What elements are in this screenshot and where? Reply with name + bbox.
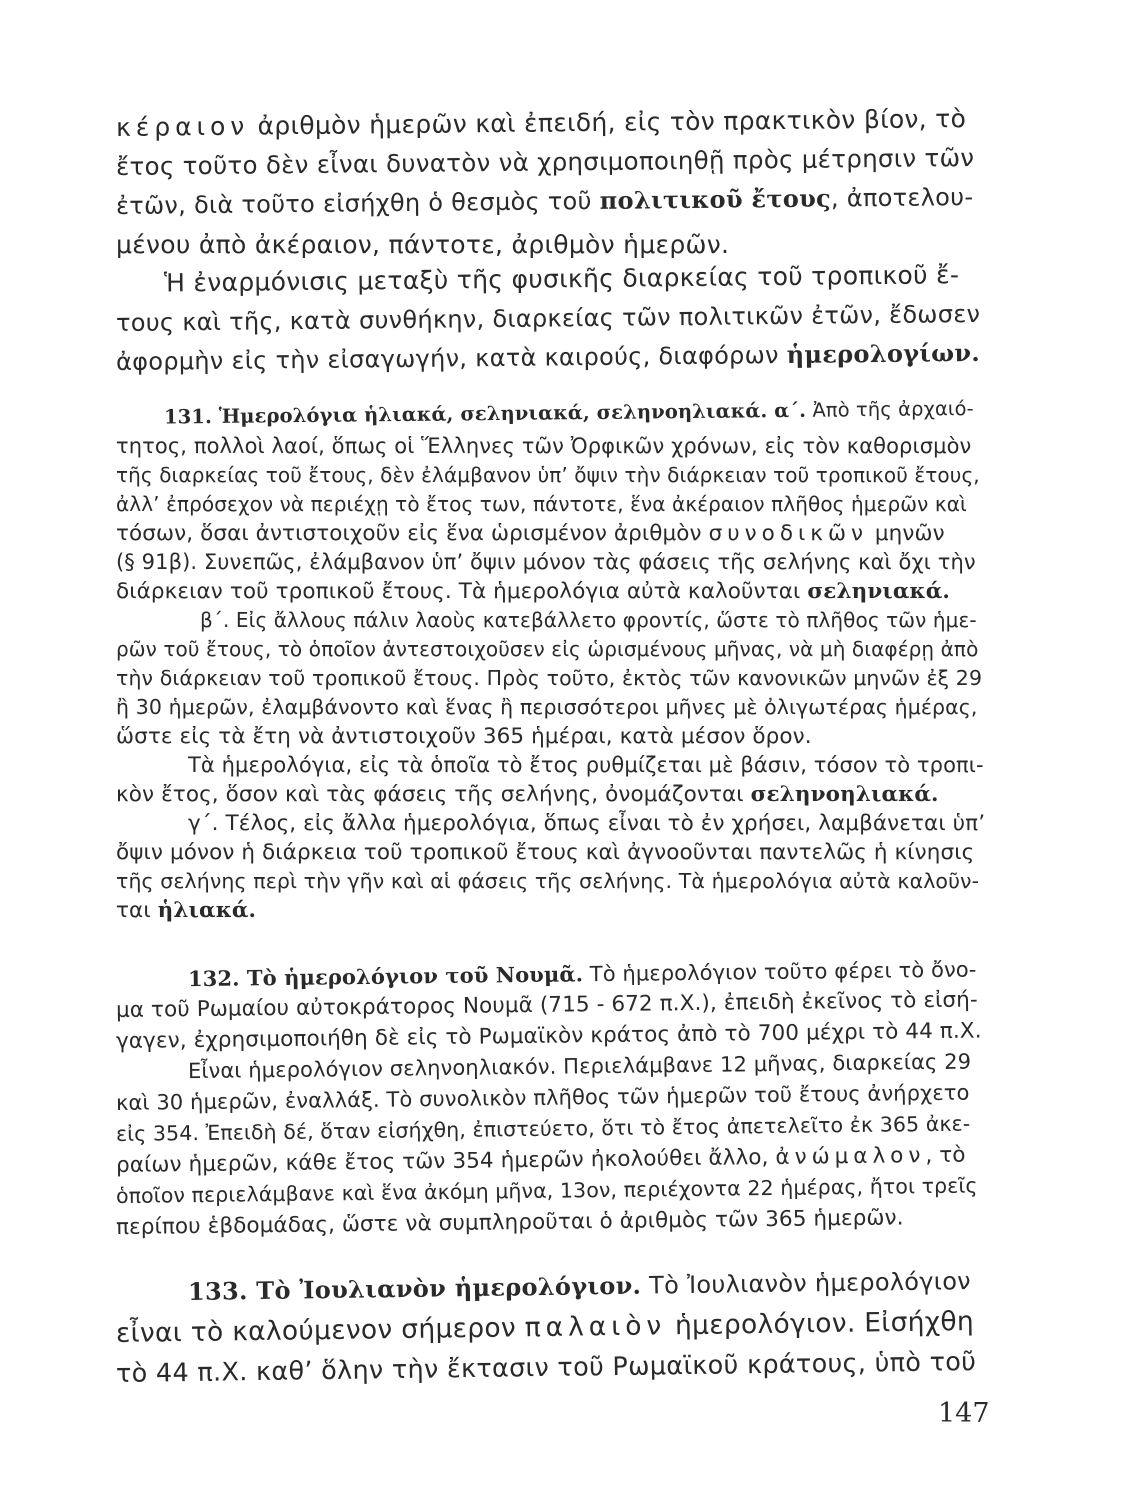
text-line: μα τοῦ Ρωμαίου αὐτοκράτορος Νουμᾶ (715 - 672 π.Χ.), ἐπειδὴ ἐκεῖνος τὸ εἰσή- <box>115 987 978 1023</box>
section-131 <box>116 397 986 924</box>
text-line: γαγεν, ἐχρησιμοποιήθη δὲ εἰς τὸ Ρωμαϊκὸν κράτος ἀπὸ τὸ 700 μέχρι τὸ 44 π.Χ. <box>115 1018 982 1054</box>
text-run: ται <box>116 898 158 923</box>
bold-term: ἡλιακά. <box>157 898 257 923</box>
text-line <box>116 520 986 547</box>
text-run: ἀριθμὸν ἡμερῶν καὶ ἐπειδή, εἰς τὸν πρακτικὸν βίον, τὸ <box>249 104 967 141</box>
text-line: τῆς σελήνης περὶ τὴν γῆν καὶ αἱ φάσεις τῆς σελήνης. Τὰ ἡμερολόγια αὐτὰ καλοῦν- <box>116 869 980 893</box>
text-line: περίπου ἑβδομάδας, ὥστε νὰ συμπληροῦται ὁ ἀριθμὸς τῶν 365 ἡμερῶν. <box>115 1205 904 1240</box>
spaced-word: ἀνώμαλον <box>775 1143 926 1170</box>
text-line: τους καὶ τῆς, κατὰ συνθήκην, διαρκείας τῶν πολιτικῶν ἐτῶν, ἔδωσεν <box>115 299 981 337</box>
intro-paragraph <box>115 104 986 378</box>
text-line: καὶ 30 ἡμερῶν, ἐναλλάξ. Τὸ συνολικὸν πλῆθος τῶν ἡμερῶν τοῦ ἔτους ἀνήρχετο <box>115 1080 970 1115</box>
spaced-word: κέραιον <box>115 111 250 142</box>
bold-term: πολιτικοῦ ἔτους <box>599 183 832 215</box>
page-number: 147 <box>938 1398 990 1429</box>
bold-term: ἡμερολογίων. <box>786 337 981 369</box>
spaced-word: συνοδικῶν <box>708 521 868 546</box>
text-run: τόσων, ὅσαι ἀντιστοιχοῦν εἰς ἕνα ὡρισμένον ἀριθμὸν <box>116 521 709 546</box>
text-line: ὥστε εἰς τὰ ἔτη νὰ ἀντιστοιχοῦν 365 ἡμέραι, κατὰ μέσον ὅρον. <box>116 724 812 749</box>
text-run: ἡμερολόγιον. Εἰσήχθη <box>666 1306 975 1342</box>
text-line: Εἶναι ἡμερολόγιον σεληνοηλιακόν. Περιελάμβανε 12 μῆνας, διαρκείας 29 <box>187 1049 972 1084</box>
text-line: ὁποῖον περιελάμβανε καὶ ἕνα ἀκόμη μῆνα, 13ον, περιέχοντα 22 ἡμέρας, ἤτοι τρεῖς <box>115 1173 978 1208</box>
bold-term: σεληνοηλιακά. <box>750 782 939 807</box>
text-run: , ἀποτελου- <box>830 183 974 213</box>
section-132 <box>115 957 986 1241</box>
text-line: ἔτος τοῦτο δὲν εἶναι δυνατὸν νὰ χρησιμοποιηθῇ πρὸς μέτρησιν τῶν <box>115 143 975 181</box>
text-run: Τὸ ἡμερολόγιον τοῦτο φέρει τὸ ὄνο- <box>582 957 977 987</box>
text-line: μένου ἀπὸ ἀκέραιον, πάντοτε, ἀριθμὸν ἡμερῶν. <box>116 230 730 259</box>
text-run: Τὸ Ἰουλιανὸν ἡμερολόγιον <box>641 1267 972 1300</box>
section-heading: 133. Τὸ Ἰουλιανὸν ἡμερολόγιον. <box>187 1270 642 1306</box>
section-heading: 131. Ἡμερολόγια ἡλιακά, σεληνιακά, σεληνοηλιακά. α΄. <box>163 398 807 429</box>
text-line <box>116 181 986 222</box>
text-line <box>116 578 986 605</box>
text-line: τητος, πολλοὶ λαοί, ὅπως οἱ Ἕλληνες τῶν Ὀρφικῶν χρόνων, εἰς τὸν καθορισμὸν <box>116 434 972 458</box>
text-run: ἀφορμὴν εἰς τὴν εἰσαγωγήν, κατὰ καιρούς, διαφόρων <box>115 340 787 376</box>
text-line <box>116 781 986 808</box>
text-line: (§ 91β). Συνεπῶς, ἐλάμβανον ὑπ’ ὄψιν μόνον τὰς φάσεις τῆς σελήνης καὶ ὄχι τὴν <box>116 550 976 574</box>
text-run: διάρκειαν τοῦ τροπικοῦ ἔτους. Τὰ ἡμερολόγια αὐτὰ καλοῦνται <box>116 579 808 604</box>
text-line: εἰς 354. Ἐπειδὴ δέ, ὅταν εἰσήχθη, ἐπιστεύετο, ὅτι τὸ ἔτος ἀπετελεῖτο ἐκ 365 ἀκε- <box>115 1111 971 1146</box>
section-133 <box>115 1267 986 1393</box>
section-heading: 132. Τὸ ἡμερολόγιον τοῦ Νουμᾶ. <box>187 961 584 992</box>
text-line <box>116 337 986 378</box>
text-run: μηνῶν <box>867 521 945 546</box>
spaced-word: παλαιὸν <box>524 1310 667 1344</box>
text-line <box>116 1303 986 1352</box>
text-line: ἀλλ’ ἐπρόσεχον νὰ περιέχῃ τὸ ἔτος των, πάντοτε, ἕνα ἀκέραιον πλῆθος ἡμερῶν καὶ <box>116 492 967 516</box>
text-run: ἐτῶν, διὰ τοῦτο εἰσήχθη ὁ θεσμὸς τοῦ <box>115 186 600 220</box>
text-run: ραίων ἡμερῶν, κάθε ἔτος τῶν 354 ἡμερῶν ἠκολούθει ἄλλο, <box>115 1144 776 1178</box>
text-run: Ἀπὸ τῆς ἀρχαιό- <box>805 397 974 422</box>
text-line: ὄψιν μόνον ἡ διάρκεια τοῦ τροπικοῦ ἔτους καὶ ἀγνοοῦνται παντελῶς ἡ κίνησις <box>116 840 975 865</box>
text-line: ρῶν τοῦ ἔτους, τὸ ὁποῖον ἀντεστοιχοῦσεν εἰς ὡρισμένους μῆνας, νὰ μὴ διαφέρῃ ἀπὸ <box>116 637 979 661</box>
text-run: , τὸ <box>925 1142 966 1169</box>
text-line <box>116 103 986 144</box>
bold-term: σεληνιακά. <box>807 579 950 604</box>
section-heading-line <box>116 395 986 431</box>
text-line: τὴν διάρκειαν τοῦ τροπικοῦ ἔτους. Πρὸς τοῦτο, ἐκτὸς τῶν κανονικῶν μηνῶν ἐξ 29 <box>116 666 983 690</box>
text-line: τῆς διαρκείας τοῦ ἔτους, δὲν ἐλάμβανον ὑπ’ ὄψιν τὴν διάρκειαν τοῦ τροπικοῦ ἔτους, <box>116 463 980 487</box>
text-line: ἢ 30 ἡμερῶν, ἐλαμβάνοντο καὶ ἕνας ἢ περισσότεροι μῆνες μὲ ὀλιγωτέρας ἡμέρας, <box>116 695 978 719</box>
text-line <box>116 897 986 924</box>
text-run: κὸν ἔτος, ὅσον καὶ τὰς φάσεις τῆς σελήνης, ὀνομάζονται <box>116 782 751 807</box>
text-line: Τὰ ἡμερολόγια, εἰς τὰ ὁποῖα τὸ ἔτος ρυθμίζεται μὲ βάσιν, τόσον τὸ τροπι- <box>188 753 984 777</box>
text-line: β΄. Εἰς ἄλλους πάλιν λαοὺς κατεβάλλετο φροντίς, ὥστε τὸ πλῆθος τῶν ἡμε- <box>200 608 977 632</box>
text-run: εἶναι τὸ καλούμενον σήμερον <box>115 1312 525 1349</box>
text-line: τὸ 44 π.Χ. καθ’ ὅλην τὴν ἔκτασιν τοῦ Ρωμαϊκοῦ κράτους, ὑπὸ τοῦ <box>115 1346 977 1389</box>
text-line: Ἡ ἐναρμόνισις μεταξὺ τῆς φυσικῆς διαρκείας τοῦ τροπικοῦ ἔ- <box>163 260 960 298</box>
text-line: γ΄. Τέλος, εἰς ἄλλα ἡμερολόγια, ὅπως εἶναι τὸ ἐν χρήσει, λαμβάνεται ὑπ’ <box>188 811 986 836</box>
section-heading-line <box>116 1262 986 1311</box>
